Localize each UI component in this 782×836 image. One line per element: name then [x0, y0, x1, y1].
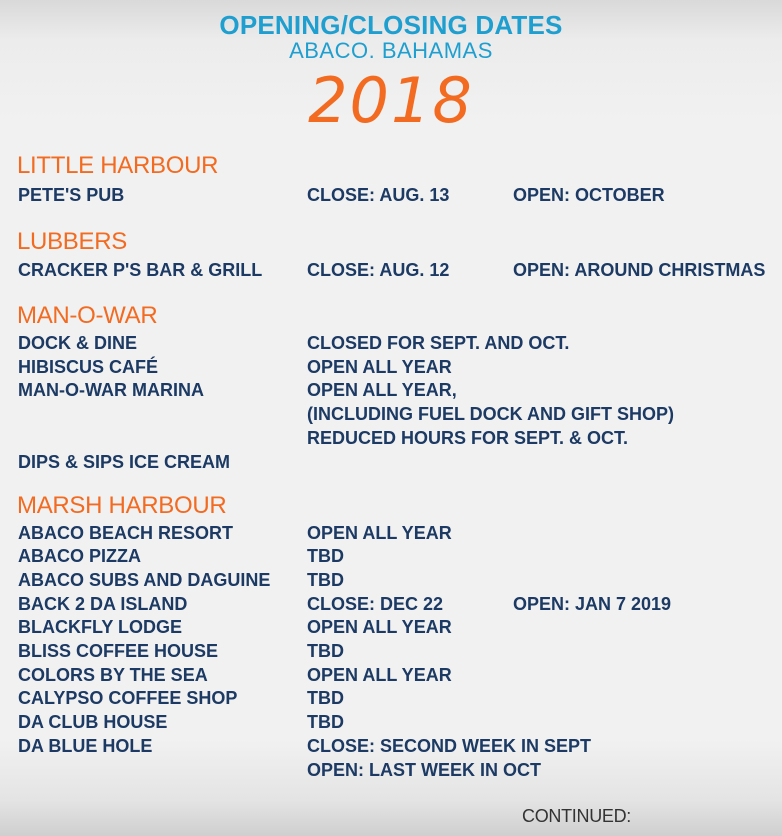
section-title-marsh-harbour: MARSH HARBOUR	[17, 492, 227, 519]
venue-status: TBD	[307, 712, 344, 732]
venue-close: CLOSE: AUG. 12	[307, 260, 450, 280]
venue-open: OPEN: LAST WEEK IN OCT	[307, 760, 541, 780]
table-row	[0, 450, 782, 474]
venue-name: MAN-O-WAR MARINA	[18, 380, 204, 400]
table-row	[0, 758, 782, 782]
venue-name: HIBISCUS CAFÉ	[18, 357, 159, 377]
venue-close: CLOSE: SECOND WEEK IN SEPT	[307, 736, 592, 756]
venue-open: OPEN: JAN 7 2019	[513, 594, 672, 614]
venue-status: TBD	[307, 641, 344, 661]
table-row	[0, 521, 782, 545]
venue-name: DA BLUE HOLE	[18, 736, 153, 756]
venue-status: OPEN ALL YEAR	[307, 665, 452, 685]
venue-name: PETE'S PUB	[18, 185, 125, 205]
venue-name: ABACO BEACH RESORT	[18, 523, 234, 543]
venue-name: CALYPSO COFFEE SHOP	[18, 688, 238, 708]
table-row	[0, 544, 782, 568]
venue-status-note: REDUCED HOURS FOR SEPT. & OCT.	[307, 428, 629, 448]
venue-open: OPEN: AROUND CHRISTMAS	[513, 260, 766, 280]
venue-status: TBD	[307, 546, 344, 566]
venue-open: OPEN: OCTOBER	[513, 185, 665, 205]
venue-status: OPEN ALL YEAR	[307, 523, 452, 543]
venue-name: DOCK & DINE	[18, 333, 138, 353]
continued-label: CONTINUED:	[522, 806, 631, 826]
venue-name: DIPS & SIPS ICE CREAM	[18, 452, 231, 472]
venue-name: ABACO SUBS AND DAGUINE	[18, 570, 271, 590]
venue-name: BLACKFLY LODGE	[18, 617, 183, 637]
table-row	[0, 183, 782, 207]
page-title: OPENING/CLOSING DATES	[219, 10, 563, 40]
table-row	[0, 710, 782, 734]
table-row	[0, 402, 782, 426]
year-heading: 2018	[308, 64, 474, 137]
venue-name: CRACKER P'S BAR & GRILL	[18, 260, 263, 280]
venue-status: TBD	[307, 688, 344, 708]
venue-status: OPEN ALL YEAR	[307, 617, 452, 637]
page-subtitle: ABACO. BAHAMAS	[289, 38, 493, 63]
venue-status: OPEN ALL YEAR	[307, 357, 452, 377]
venue-close: CLOSE: DEC 22	[307, 594, 444, 614]
table-row	[0, 639, 782, 663]
venue-close: CLOSE: AUG. 13	[307, 185, 450, 205]
venue-name: DA CLUB HOUSE	[18, 712, 168, 732]
venue-status-note: (INCLUDING FUEL DOCK AND GIFT SHOP)	[307, 404, 674, 424]
table-row	[0, 734, 782, 758]
venue-status: CLOSED FOR SEPT. AND OCT.	[307, 333, 570, 353]
table-row	[0, 592, 782, 616]
table-row	[0, 355, 782, 379]
venue-name: BLISS COFFEE HOUSE	[18, 641, 219, 661]
table-row	[0, 615, 782, 639]
venue-name: ABACO PIZZA	[18, 546, 141, 566]
section-title-lubbers: LUBBERS	[17, 228, 127, 255]
venue-status: TBD	[307, 570, 344, 590]
table-row	[0, 331, 782, 355]
table-row	[0, 426, 782, 450]
venue-name: BACK 2 DA ISLAND	[18, 594, 188, 614]
section-title-man-o-war: MAN-O-WAR	[17, 302, 158, 329]
venue-status: OPEN ALL YEAR,	[307, 380, 457, 400]
table-row	[0, 568, 782, 592]
table-row	[0, 378, 782, 402]
table-row	[0, 663, 782, 687]
section-title-little-harbour: LITTLE HARBOUR	[17, 152, 219, 179]
venue-name: COLORS BY THE SEA	[18, 665, 208, 685]
table-row	[0, 258, 782, 282]
table-row	[0, 686, 782, 710]
